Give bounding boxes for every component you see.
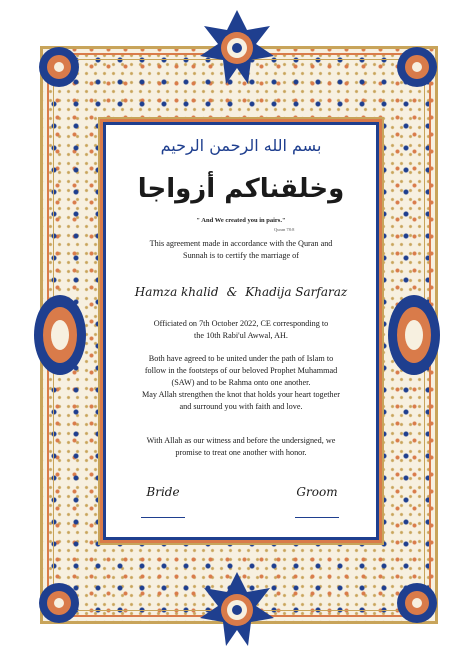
- vows-paragraph: [106, 353, 376, 413]
- bismillah-calligraphy: [106, 131, 376, 157]
- groom-label: Groom: [296, 485, 338, 499]
- officiated-paragraph: [106, 318, 376, 342]
- officiated-line: Officiated on 7th October 2022, CE corresponding to: [153, 319, 329, 328]
- svg-text:وخلقناكم أزواجا: وخلقناكم أزواجا: [137, 174, 345, 204]
- groom-signature-line[interactable]: [295, 517, 339, 518]
- bride-name: Khadija Sarfaraz: [245, 285, 348, 299]
- floral-medallion-bottom: [196, 570, 278, 652]
- bride-signature: [118, 485, 208, 518]
- ampersand: &: [226, 285, 238, 299]
- intro-paragraph: [106, 238, 376, 262]
- witness-line: With Allah as our witness and before the undersigned, we: [146, 436, 336, 445]
- bride-signature-line[interactable]: [141, 517, 185, 518]
- vows-line: (SAW) and to be Rahma onto one another.: [171, 378, 311, 387]
- floral-medallion-top: [196, 8, 278, 90]
- svg-text:بسم الله الرحمن الرحيم: بسم الله الرحمن الرحيم: [160, 136, 322, 155]
- groom-name: Hamza khalid: [134, 285, 219, 299]
- bride-label: Bride: [146, 485, 180, 499]
- officiated-line: the 10th Rabi'ul Awwal, AH.: [194, 331, 288, 340]
- intro-line: Sunnah is to certify the marriage of: [183, 251, 299, 260]
- vows-line: and surround you with faith and love.: [179, 402, 303, 411]
- floral-medallion-left: [30, 290, 90, 380]
- witness-line: promise to treat one another with honor.: [175, 448, 307, 457]
- witness-paragraph: [106, 435, 376, 459]
- verse-calligraphy: [106, 157, 376, 215]
- certificate-text-panel: [103, 122, 379, 540]
- floral-medallion-right: [384, 290, 444, 380]
- couple-names: [106, 285, 376, 299]
- corner-rosette-icon: [392, 578, 442, 628]
- corner-rosette-icon: [34, 42, 84, 92]
- groom-signature: [272, 485, 362, 518]
- vows-line: Both have agreed to be united under the path of Islam to: [148, 354, 334, 363]
- vows-line: May Allah strengthen the knot that holds your heart together: [141, 390, 341, 399]
- verse-reference: Quran 78:8: [274, 227, 295, 232]
- verse-translation: " And We created you in pairs.": [196, 217, 286, 224]
- vows-line: follow in the footsteps of our beloved Prophet Muhammad: [144, 366, 338, 375]
- corner-rosette-icon: [34, 578, 84, 628]
- corner-rosette-icon: [392, 42, 442, 92]
- intro-line: This agreement made in accordance with the Quran and: [149, 239, 333, 248]
